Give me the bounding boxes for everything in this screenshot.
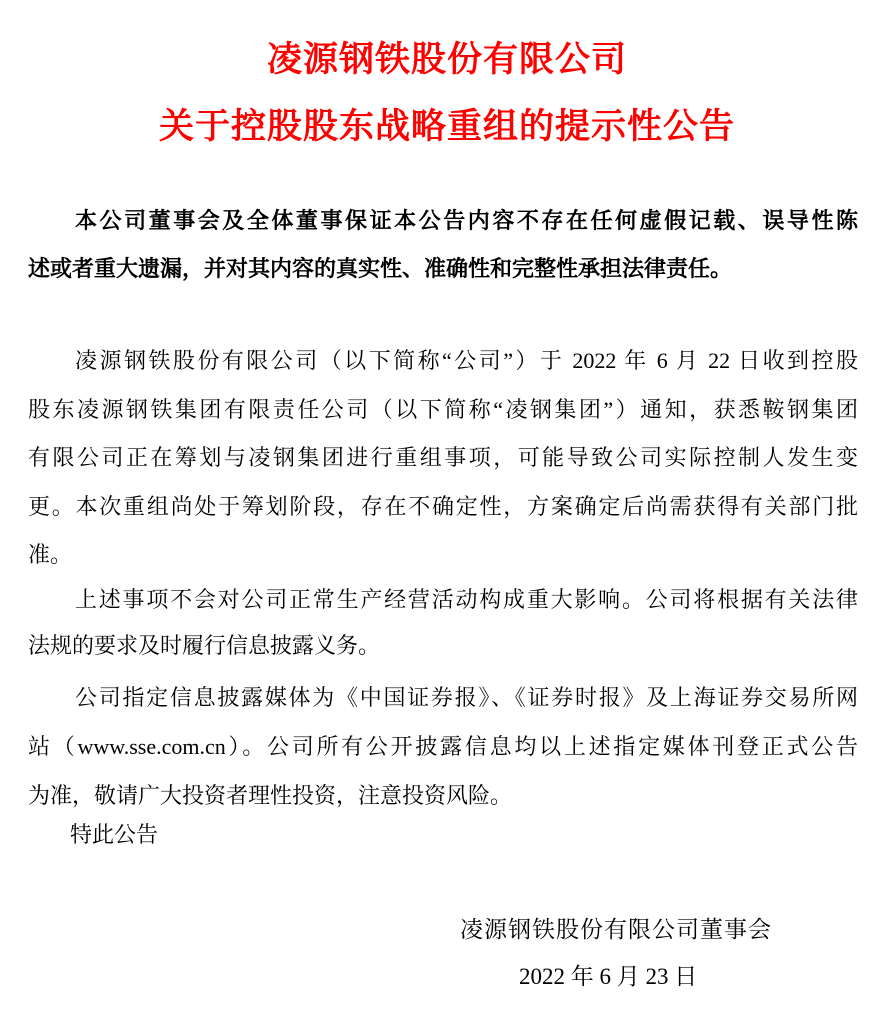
paragraph-line: 有限公司正在筹划与凌钢集团进行重组事项，可能导致公司实际控制人发生变 [28,445,858,470]
closing-statement: 特此公告 [70,822,159,847]
paragraph-line: 凌源钢铁股份有限公司（以下简称“公司”）于 2022 年 6 月 22 日收到控股 [75,348,858,373]
body-paragraph-media [28,673,858,820]
paragraph-line: 为准，敬请广大投资者理性投资，注意投资风险。 [28,783,513,808]
paragraph-line: 上述事项不会对公司正常生产经营活动构成重大影响。公司将根据有关法律 [75,587,858,612]
disclaimer-line: 述或者重大遗漏，并对其内容的真实性、准确性和完整性承担法律责任。 [28,257,733,282]
paragraph-line: 站（www.sse.com.cn）。公司所有公开披露信息均以上述指定媒体刊登正式公告 [28,734,858,759]
paragraph-line: 法规的要求及时履行信息披露义务。 [28,633,381,658]
company-name-title: 凌源钢铁股份有限公司 [266,40,627,80]
body-paragraph-impact [28,577,858,669]
body-paragraph-notice [28,337,858,580]
paragraph-line: 准。 [28,542,73,567]
paragraph-line: 公司指定信息披露媒体为《中国证券报》、《证券时报》及上海证券交易所网 [75,685,858,710]
signature-company: 凌源钢铁股份有限公司董事会 [460,917,772,942]
announcement-title: 关于控股股东战略重组的提示性公告 [158,107,735,147]
disclaimer-line: 本公司董事会及全体董事保证本公告内容不存在任何虚假记载、误导性陈 [75,209,858,234]
board-disclaimer [28,198,858,294]
signature-date: 2022 年 6 月 23 日 [519,964,698,989]
paragraph-line: 更。本次重组尚处于筹划阶段，存在不确定性，方案确定后尚需获得有关部门批 [28,493,858,519]
paragraph-line: 股东凌源钢铁集团有限责任公司（以下简称“凌钢集团”）通知，获悉鞍钢集团 [28,396,858,422]
